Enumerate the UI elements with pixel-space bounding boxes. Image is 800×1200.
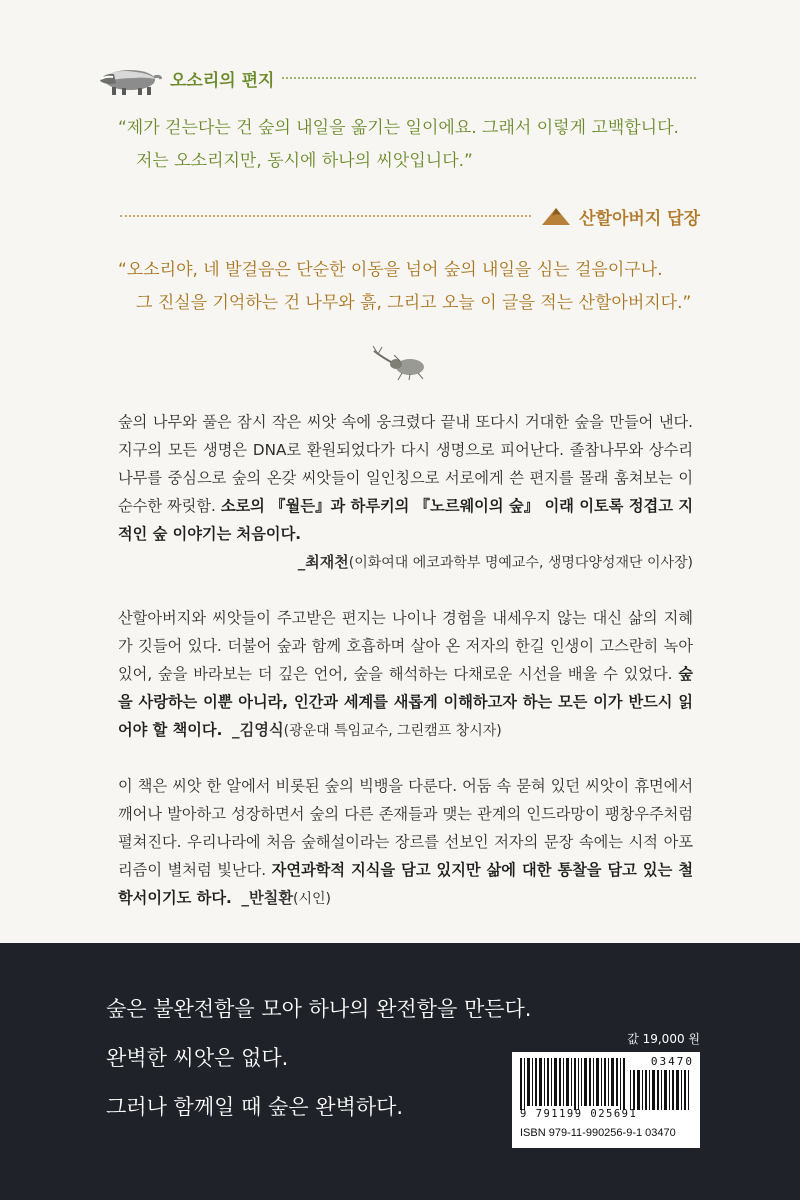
barcode-ean-number: 9 791199 025691 <box>520 1108 638 1120</box>
slogan-line1: 숲은 불완전함을 모아 하나의 완전함을 만든다. <box>106 997 532 1021</box>
review-2 <box>118 604 693 745</box>
review-3-affiliation: (시인) <box>293 891 332 907</box>
letter2-line2: 그 진실을 기억하는 건 나무와 흙, 그리고 오늘 이 글을 적는 산할아버지다.” <box>136 293 692 313</box>
letter2-header <box>120 198 700 234</box>
review-2-author: _김영식 <box>232 721 284 739</box>
slogan-line2: 완벽한 씨앗은 없다. <box>106 1046 289 1070</box>
review-3-body <box>118 772 693 913</box>
review-1-affiliation: (이화여대 에코과학부 명예교수, 생명다양성재단 이사장) <box>348 555 693 571</box>
review-2-affiliation: (광운대 특임교수, 그린캠프 창시자) <box>283 723 502 739</box>
letter2-title: 산할아버지 답장 <box>579 208 700 229</box>
isbn-text: ISBN 979-11-990256-9-1 03470 <box>520 1127 676 1139</box>
weevil-icon <box>370 345 434 381</box>
mountain-icon <box>541 206 571 226</box>
review-3-text: 이 책은 씨앗 한 알에서 비롯된 숲의 빅뱅을 다룬다. 어둠 속 묻혀 있던 씨앗이 휴면에서 깨어나 발아하고 성장하면서 숲의 다른 존재들과 맺는 관계의 인드라망이 팽창우주처럼 펼쳐진다. 우리나라에 처음 숲해설이라는 장르를 선보인 저자의 문장 속에는 시적 아포리즘이 별처럼 빛난다. <box>118 777 693 879</box>
dotted-divider <box>120 215 531 217</box>
letter1-header <box>96 58 696 98</box>
review-2-body <box>118 604 693 745</box>
review-2-text: 산할아버지와 씨앗들이 주고받은 편지는 나이나 경험을 내세우지 않는 대신 삶의 지혜가 깃들어 있다. 더불어 숲과 함께 호흡하며 살아 온 저자의 한길 인생이 고스란히 녹아 있어, 숲을 바라보는 더 깊은 언어, 숲을 해석하는 다채로운 시선을 배울 수 있었다. <box>118 609 693 683</box>
dotted-divider <box>282 77 696 79</box>
letter1-title: 오소리의 편지 <box>170 70 275 91</box>
slogan <box>106 985 531 1132</box>
slogan-line3: 그러나 함께일 때 숲은 완벽하다. <box>106 1095 404 1119</box>
review-3-author: _반칠환 <box>241 889 294 907</box>
letter2-line1: “오소리야, 네 발걸음은 단순한 이동을 넘어 숲의 내일을 심는 걸음이구나. <box>118 260 663 280</box>
review-1-body <box>118 408 693 548</box>
review-3-highlight: 자연과학적 지식을 담고 있지만 삶에 대한 통찰을 담고 있는 철학서이기도 하다. <box>118 861 693 907</box>
review-3 <box>118 772 693 913</box>
review-1 <box>118 408 693 577</box>
review-2-highlight: 숲을 사랑하는 이뿐 아니라, 인간과 세계를 새롭게 이해하고자 하는 모든 이가 반드시 읽어야 할 책이다. <box>118 665 693 739</box>
review-1-highlight: 소로의 『월든』과 하루키의 『노르웨이의 숲』 이래 이토록 정겹고 지적인 숲 이야기는 처음이다. <box>118 497 693 543</box>
badger-icon <box>96 59 162 97</box>
letter1-line1: “제가 걷는다는 건 숲의 내일을 옮기는 일이에요. 그래서 이렇게 고백합니다. <box>118 118 679 138</box>
price-label: 값 19,000 원 <box>627 1032 700 1046</box>
letter1-line2: 저는 오소리지만, 동시에 하나의 씨앗입니다.” <box>136 151 473 171</box>
review-1-signature <box>118 548 693 577</box>
barcode-addon: 03470 <box>650 1055 694 1068</box>
barcode <box>512 1052 700 1148</box>
review-1-author: _최재천 <box>297 553 349 571</box>
barcode-bars <box>518 1058 694 1110</box>
letter1-quote <box>118 112 718 178</box>
review-1-text: 숲의 나무와 풀은 잠시 작은 씨앗 속에 웅크렸다 끝내 또다시 거대한 숲을 만들어 낸다. 지구의 모든 생명은 DNA로 환원되었다가 다시 생명으로 피어난다. 졸참나무와 상수리나무를 중심으로 숲의 온갖 씨앗들이 일인칭으로 서로에게 쓴 편지를 몰래 훔쳐보는 이 순수한 짜릿함. <box>118 413 694 515</box>
letter2-quote <box>118 254 718 320</box>
